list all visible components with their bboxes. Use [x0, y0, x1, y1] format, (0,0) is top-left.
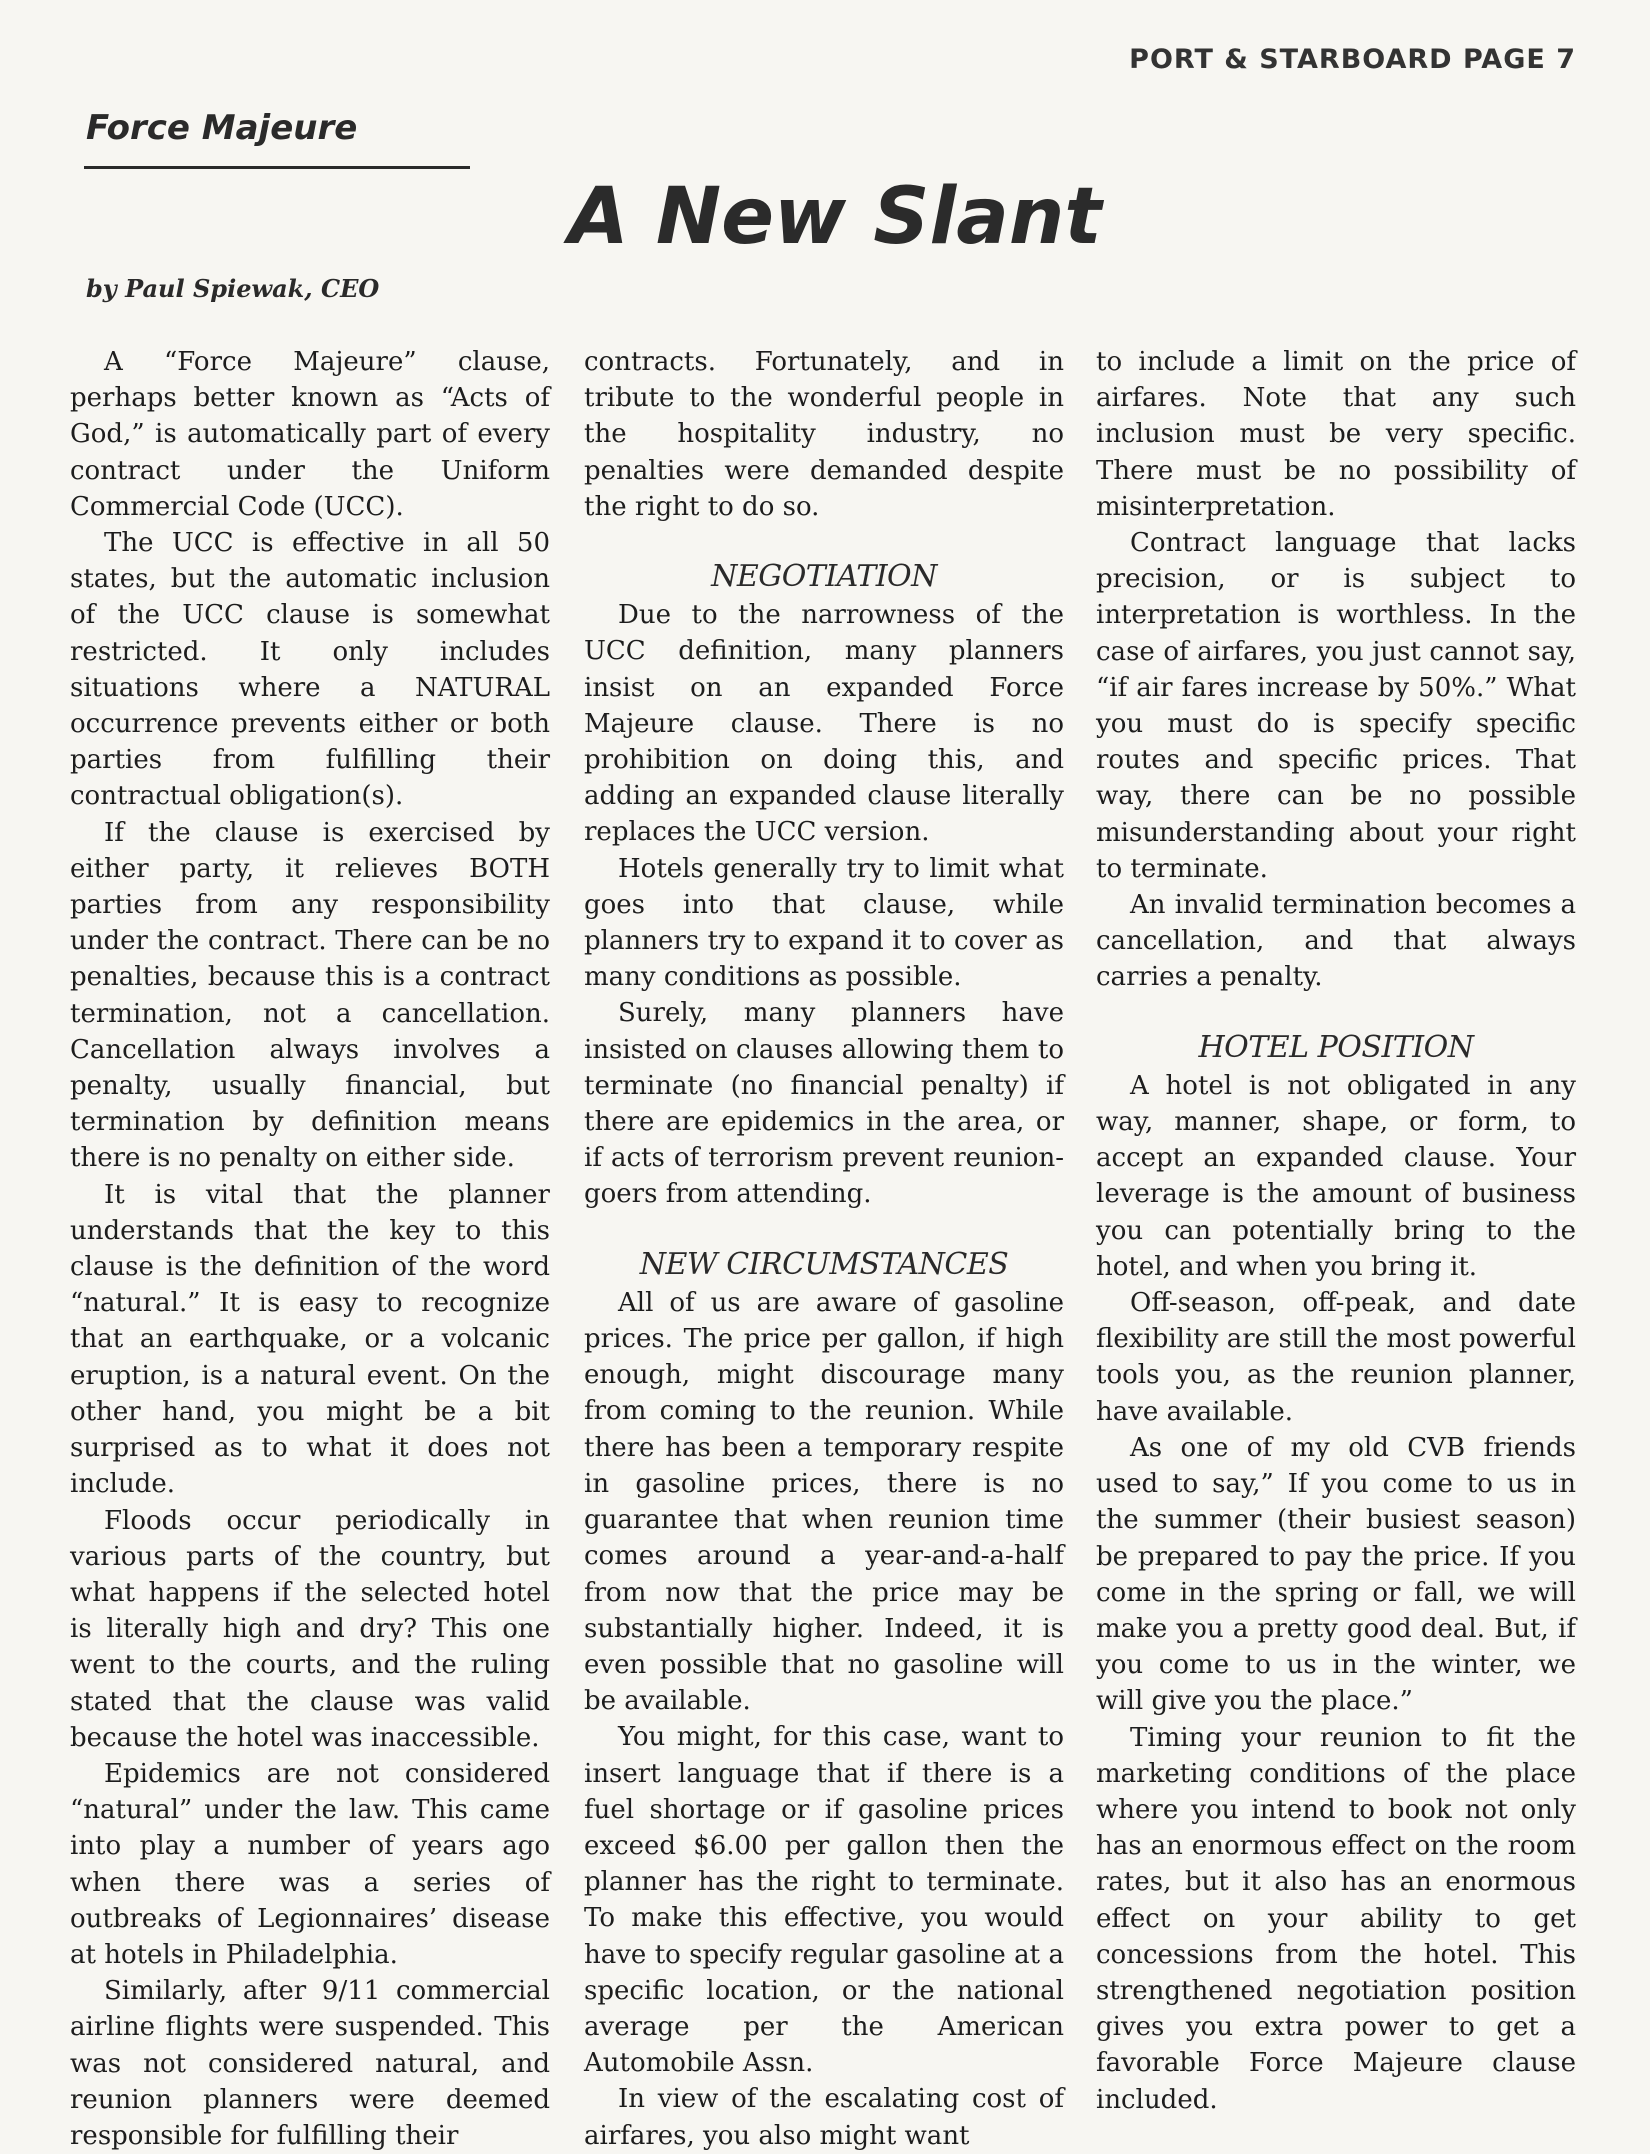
paragraph: All of us are aware of gasoline prices. The price per gallon, if high enough, might discourage many from coming to the reunion. While there has been a temporary respite in gasoline prices, there is no guarantee that when reunion time comes around a year-and-a-half from now that the price may be substantially higher. Indeed, it is even possible that no gasoline will be available. [584, 1287, 1064, 1717]
paragraph: Contract language that lacks precision, or is subject to interpretation is worthless. In the case of airfares, you just cannot say, “if air fares increase by 50%.” What you must do is specify specific routes and specific prices. That way, there can be no possible misunderstanding about your right to terminate. [1096, 528, 1576, 884]
subheading-negotiation: NEGOTIATION [711, 559, 937, 595]
paragraph: to include a limit on the price of airfares. Note that any such inclusion must be very specific. There must be no possibility of misinterpretation. [1096, 347, 1576, 522]
paragraph: The UCC is effective in all 50 states, but the automatic inclusion of the UCC clause is somewhat restricted. It only includes situations where a NATURAL occurrence prevents either or both parties from fulfilling their contractual obligation(s). [70, 528, 550, 812]
column-2 [584, 344, 1064, 2154]
paragraph: Floods occur periodically in various parts of the country, but what happens if the selected hotel is literally high and dry? This one went to the courts, and the ruling stated that the clause was valid because the hotel was inaccessible. [70, 1505, 550, 1753]
paragraph: Due to the narrowness of the UCC definition, many planners insist on an expanded Force Majeure clause. There is no prohibition on doing this, and adding an expanded clause literally replaces the UCC version. [584, 600, 1064, 848]
paragraph: Similarly, after 9/11 commercial airline flights were suspended. This was not considered natural, and reunion planners were deemed responsible for fulfilling their [70, 1976, 550, 2151]
paragraph: If the clause is exercised by either party, it relieves BOTH parties from any responsibility under the contract. There can be no penalties, because this is a contract termination, not a cancellation. Cancellation always involves a penalty, usually financial, but termination by definition means there is no penalty on either side. [70, 817, 550, 1174]
subheading-new-circumstances: NEW CIRCUMSTANCES [639, 1246, 1009, 1282]
paragraph: Timing your reunion to fit the marketing conditions of the place where you intend to book not only has an enormous effect on the room rates, but it also has an enormous effect on your ability to get concessions from the hotel. This strengthened negotiation position gives you extra power to get a favorable Force Majeure clause included. [1096, 1722, 1576, 2115]
paragraph: Epidemics are not considered “natural” under the law. This came into play a number of years ago when there was a series of outbreaks of Legionnaires’ disease at hotels in Philadelphia. [70, 1758, 550, 1970]
column-1 [70, 344, 550, 2154]
subheading-hotel-position: HOTEL POSITION [1198, 1029, 1474, 1065]
paragraph: Surely, many planners have insisted on clauses allowing them to terminate (no financial penalty) if there are epidemics in the area, or if acts of terrorism prevent reunion-goers from attending. [584, 998, 1064, 1210]
section-tag: Force Majeure [86, 108, 358, 148]
section-rule [84, 166, 470, 169]
byline: by Paul Spiewak, CEO [86, 274, 380, 303]
paragraph: You might, for this case, want to insert language that if there is a fuel shortage or if gasoline prices exceed $6.00 per gallon then the planner has the right to terminate. To make this effective, you would have to specify regular gasoline at a specific location, or the national average per the American Automobile Assn. [584, 1722, 1064, 2079]
page-header-label: PORT & STARBOARD PAGE 7 [1129, 44, 1576, 75]
paragraph: Off-season, off-peak, and date flexibility are still the most powerful tools you, as the reunion planner, have available. [1096, 1288, 1576, 1427]
headline: A New Slant [568, 172, 1102, 262]
column-3 [1096, 344, 1576, 2118]
paragraph: Hotels generally try to limit what goes into that clause, while planners try to expand it to cover as many conditions as possible. [584, 853, 1064, 993]
paragraph: contracts. Fortunately, and in tribute to the wonderful people in the hospitality industry, no penalties were demanded despite the right to do so. [584, 347, 1064, 522]
paragraph: It is vital that the planner understands that the key to this clause is the definition of the word “natural.” It is easy to recognize that an earthquake, or a volcanic eruption, is a natural event. On the other hand, you might be a bit surprised as to what it does not include. [70, 1179, 550, 1500]
paragraph: As one of my old CVB friends used to say,” If you come to us in the summer (their busiest season) be prepared to pay the price. If you come in the spring or fall, we will make you a pretty good deal. But, if you come to us in the winter, we will give you the place.” [1096, 1432, 1576, 1717]
paragraph: An invalid termination becomes a cancellation, and that always carries a penalty. [1096, 890, 1576, 993]
paragraph: A “Force Majeure” clause, perhaps better known as “Acts of God,” is automatically part of every contract under the Uniform Commercial Code (UCC). [70, 347, 550, 522]
paragraph: A hotel is not obligated in any way, manner, shape, or form, to accept an expanded clause. Your leverage is the amount of business you can potentially bring to the hotel, and when you bring it. [1096, 1070, 1576, 1282]
paragraph: In view of the escalating cost of airfares, you also might want [584, 2084, 1064, 2151]
